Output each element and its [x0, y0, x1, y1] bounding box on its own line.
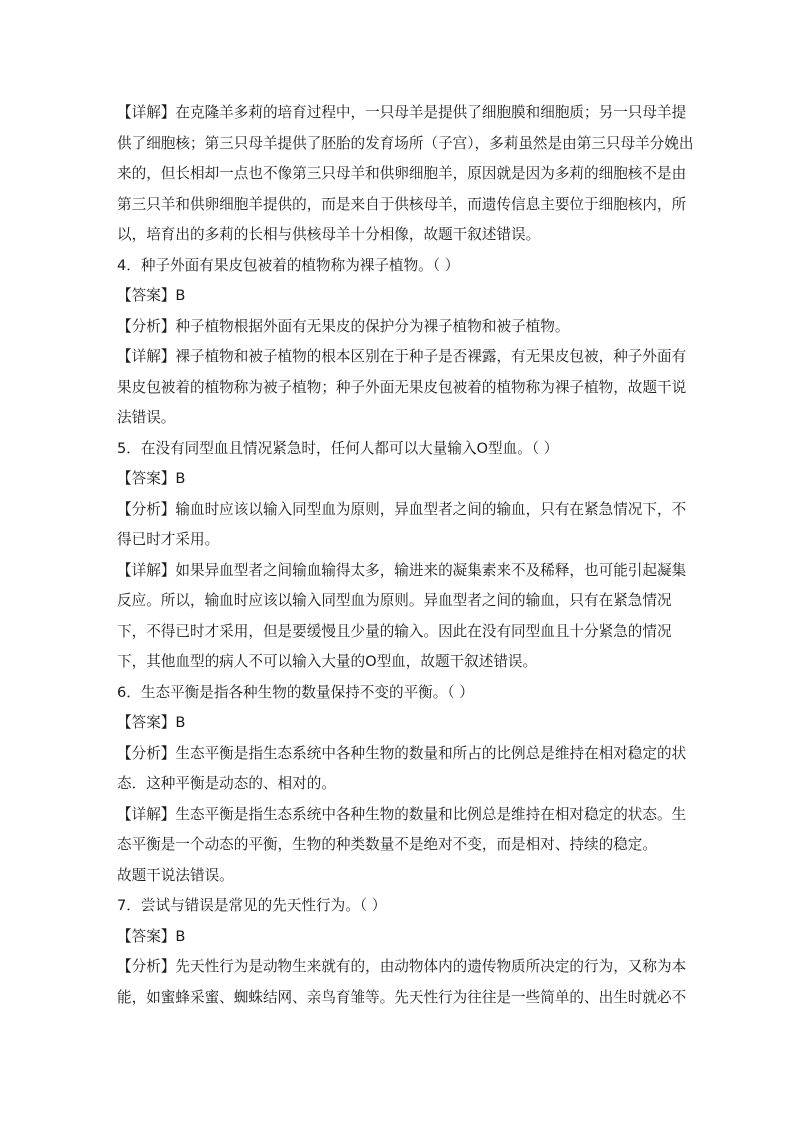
text-line: 下，其他血型的病人不可以输入大量的O型血，故题干叙述错误。	[117, 653, 538, 670]
text-line: 【详解】生态平衡是指生态系统中各种生物的数量和比例总是维持在相对稳定的状态。生	[117, 805, 687, 823]
text-line: 下，不得已时才采用，但是要缓慢且少量的输入。因此在没有同型血且十分紧急的情况	[117, 622, 672, 640]
analysis-line: 【分析】种子植物根据外面有无果皮的保护分为裸子植物和被子植物。	[117, 317, 570, 335]
text-line: 态．这种平衡是动态的、相对的。	[117, 775, 336, 792]
question-line: 5．在没有同型血且情况紧急时，任何人都可以大量输入O型血。（ ）	[117, 439, 559, 457]
text-line: 来的，但长相却一点也不像第三只母羊和供卵细胞羊，原因就是因为多莉的细胞核不是由	[117, 165, 687, 182]
text-line: 【详解】在克隆羊多莉的培育过程中，一只母羊是提供了细胞膜和细胞质；另一只母羊提	[117, 104, 687, 121]
text-line: 能，如蜜蜂采蜜、蜘蛛结网、亲鸟育雏等。先天性行为往往是一些简单的、出生时就必不	[117, 988, 687, 1006]
question-line: 7．尝试与错误是常见的先天性行为。（ ）	[117, 897, 387, 914]
text-line: 故题干说法错误。	[117, 866, 234, 884]
analysis-line: 【分析】先天性行为是动物生来就有的，由动物体内的遗传物质所决定的行为，又称为本	[117, 958, 687, 975]
text-line: 第三只羊和供卵细胞羊提供的，而是来自于供核母羊，而遗传信息主要位于细胞核内，所	[117, 195, 687, 213]
answer-line: 【答案】B	[117, 287, 186, 304]
text-line: 果皮包被着的植物称为被子植物；种子外面无果皮包被着的植物称为裸子植物，故题干说	[117, 378, 687, 396]
analysis-line: 【分析】生态平衡是指生态系统中各种生物的数量和所占的比例总是维持在相对稳定的状	[117, 744, 687, 762]
answer-line: 【答案】B	[117, 927, 186, 945]
document-body	[117, 98, 694, 1013]
text-line: 法错误。	[117, 409, 176, 426]
text-line: 【详解】如果异血型者之间输血输得太多，输进来的凝集素来不及稀释，也可能引起凝集	[117, 561, 687, 579]
text-line: 态平衡是一个动态的平衡，生物的种类数量不是绝对不变，而是相对、持续的稳定。	[117, 836, 657, 853]
answer-line: 【答案】B	[117, 470, 186, 487]
answer-line: 【答案】B	[117, 714, 186, 731]
question-line: 4．种子外面有果皮包被着的植物称为裸子植物。（ ）	[117, 256, 460, 274]
text-line: 反应。所以，输血时应该以输入同型血为原则。异血型者之间的输血，只有在紧急情况	[117, 592, 672, 609]
text-line: 供了细胞核；第三只母羊提供了胚胎的发育场所（子宫），多莉虽然是由第三只母羊分娩出	[117, 134, 694, 152]
analysis-line: 【分析】输血时应该以输入同型血为原则，异血型者之间的输血，只有在紧急情况下，不	[117, 500, 687, 518]
question-line: 6．生态平衡是指各种生物的数量保持不变的平衡。（ ）	[117, 683, 474, 701]
text-line: 以，培育出的多莉的长相与供核母羊十分相像，故题干叙述错误。	[117, 226, 541, 243]
text-line: 【详解】裸子植物和被子植物的根本区别在于种子是否裸露，有无果皮包被，种子外面有	[117, 348, 687, 365]
text-line: 得已时才采用。	[117, 531, 220, 548]
